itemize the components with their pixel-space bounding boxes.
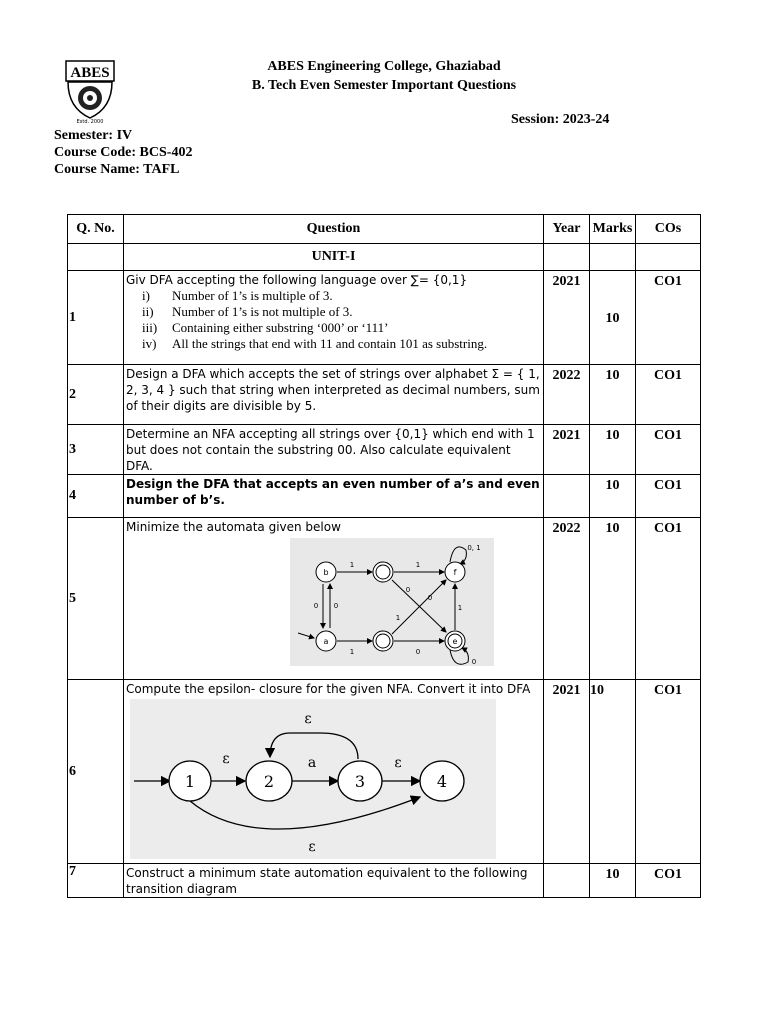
- unit-label: UNIT-I: [124, 244, 544, 271]
- co-cell: CO1: [636, 365, 701, 425]
- transition-label: 1: [395, 614, 401, 622]
- transition-label: 0: [313, 602, 319, 610]
- table-row: [68, 518, 701, 680]
- marks-cell: 10: [590, 271, 636, 365]
- state-label: a: [323, 637, 329, 646]
- co-cell: CO1: [636, 864, 701, 898]
- state-label: e: [452, 637, 458, 646]
- sub-text: Number of 1’s is not multiple of 3.: [172, 304, 353, 319]
- questions-table: [67, 214, 701, 898]
- transition-label: 1: [415, 561, 421, 569]
- transition-label: 0: [415, 648, 421, 656]
- table-row: [68, 425, 701, 475]
- marks-cell: 10: [590, 475, 636, 518]
- question-number: 1: [68, 271, 124, 365]
- course-code: Course Code: BCS-402: [54, 145, 193, 160]
- list-item: [142, 304, 541, 320]
- transition-label: 1: [349, 561, 355, 569]
- co-cell: CO1: [636, 680, 701, 864]
- document-subtitle: B. Tech Even Semester Important Questions: [251, 78, 517, 93]
- state-label: b: [323, 568, 329, 577]
- state-label: 1: [184, 772, 196, 791]
- transition-label: ε: [308, 839, 316, 855]
- header-qno: Q. No.: [68, 215, 124, 244]
- question-number: 7: [68, 864, 124, 898]
- co-cell: CO1: [636, 475, 701, 518]
- sub-text: All the strings that end with 11 and contain 101 as substring.: [172, 336, 488, 351]
- transition-label: 0: [471, 658, 477, 666]
- list-item: [142, 320, 541, 336]
- transition-label: 0: [405, 586, 411, 594]
- session: Session: 2023-24: [511, 112, 610, 127]
- table-header-row: [68, 215, 701, 244]
- transition-label: ε: [304, 711, 312, 727]
- transition-label: 1: [349, 648, 355, 656]
- question-number: 4: [68, 475, 124, 518]
- transition-label: ε: [222, 751, 230, 767]
- sub-number: iv): [142, 336, 157, 351]
- year-cell: [544, 864, 590, 898]
- question-text: Giv DFA accepting the following language over ∑= {0,1}: [126, 273, 468, 287]
- state-label: 2: [263, 772, 275, 791]
- header-question: Question: [124, 215, 544, 244]
- sub-number: i): [142, 288, 150, 303]
- transition-label: 0: [427, 594, 433, 602]
- question-text: Determine an NFA accepting all strings over {0,1} which end with 1 but does not contain the substring 00. Also calculate equivalent DFA.: [124, 425, 544, 475]
- dfa-diagram: [290, 538, 494, 666]
- year-cell: 2021: [544, 271, 590, 365]
- header-marks: Marks: [590, 215, 636, 244]
- question-text: Design a DFA which accepts the set of strings over alphabet Σ = { 1, 2, 3, 4 } such that string when interpreted as decimal numbers, sum of their digits are divisible by 5.: [124, 365, 544, 425]
- transition-label: ε: [394, 755, 402, 771]
- year-cell: 2021: [544, 680, 590, 864]
- marks-cell: 10: [590, 365, 636, 425]
- nfa-diagram: [130, 699, 496, 859]
- year-cell: [544, 475, 590, 518]
- marks-cell: 10: [590, 518, 636, 680]
- sub-question-list: [126, 288, 541, 352]
- year-cell: 2021: [544, 425, 590, 475]
- header-year: Year: [544, 215, 590, 244]
- sub-text: Containing either substring ‘000’ or ‘111’: [172, 320, 389, 335]
- table-row: [68, 680, 701, 864]
- unit-row: [68, 244, 701, 271]
- transition-label: 1: [457, 604, 463, 612]
- sub-number: iii): [142, 320, 158, 335]
- transition-label: 0: [333, 602, 339, 610]
- year-cell: 2022: [544, 365, 590, 425]
- sub-text: Number of 1’s is multiple of 3.: [172, 288, 333, 303]
- transition-label: 0, 1: [467, 544, 481, 552]
- state-label: 3: [354, 772, 366, 791]
- sub-number: ii): [142, 304, 154, 319]
- state-label: 4: [436, 772, 448, 791]
- logo-text: ABES: [70, 65, 110, 81]
- question-number: 2: [68, 365, 124, 425]
- course-name: Course Name: TAFL: [54, 162, 180, 177]
- marks-cell: 10: [590, 864, 636, 898]
- question-number: 6: [68, 680, 124, 864]
- dfa-figure: [290, 538, 541, 670]
- co-cell: CO1: [636, 518, 701, 680]
- marks-cell: 10: [590, 680, 636, 864]
- table-row: [68, 864, 701, 898]
- nfa-figure: [130, 699, 541, 863]
- header-cos: COs: [636, 215, 701, 244]
- logo-est: Estd. 2000: [76, 119, 104, 124]
- table-row: [68, 365, 701, 425]
- question-text: Construct a minimum state automation equivalent to the following transition diagram: [124, 864, 544, 898]
- table-row: [68, 271, 701, 365]
- list-item: [142, 336, 541, 352]
- question-text: Compute the epsilon- closure for the given NFA. Convert it into DFA: [126, 682, 531, 696]
- table-row: [68, 475, 701, 518]
- transition-label: a: [307, 755, 317, 771]
- college-name: ABES Engineering College, Ghaziabad: [267, 59, 501, 74]
- co-cell: CO1: [636, 425, 701, 475]
- semester: Semester: IV: [54, 128, 133, 143]
- question-number: 5: [68, 518, 124, 680]
- question-text: Minimize the automata given below: [126, 520, 341, 534]
- co-cell: CO1: [636, 271, 701, 365]
- marks-cell: 10: [590, 425, 636, 475]
- question-number: 3: [68, 425, 124, 475]
- year-cell: 2022: [544, 518, 590, 680]
- state-label: f: [453, 568, 457, 577]
- list-item: [142, 288, 541, 304]
- question-text: Design the DFA that accepts an even number of a’s and even number of b’s.: [124, 475, 544, 518]
